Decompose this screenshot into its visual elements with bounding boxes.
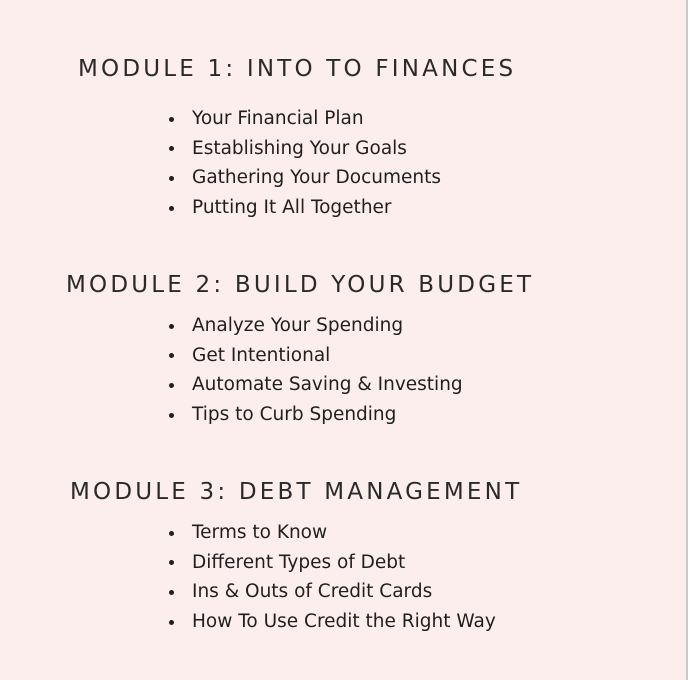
module-2-title: MODULE 2: BUILD YOUR BUDGET bbox=[66, 272, 535, 298]
module-3-topic-list bbox=[166, 518, 496, 637]
list-item: Automate Saving & Investing bbox=[166, 370, 463, 400]
module-2-topic-list bbox=[166, 311, 463, 430]
module-1-title: MODULE 1: INTO TO FINANCES bbox=[78, 56, 517, 82]
list-item: Ins & Outs of Credit Cards bbox=[166, 577, 496, 607]
list-item: Establishing Your Goals bbox=[166, 134, 441, 164]
list-item: Your Financial Plan bbox=[166, 104, 441, 134]
list-item: Tips to Curb Spending bbox=[166, 400, 463, 430]
module-1-topic-list bbox=[166, 104, 441, 223]
list-item: Analyze Your Spending bbox=[166, 311, 463, 341]
list-item: Terms to Know bbox=[166, 518, 496, 548]
module-3-title: MODULE 3: DEBT MANAGEMENT bbox=[70, 479, 523, 505]
list-item: Putting It All Together bbox=[166, 193, 441, 223]
list-item: How To Use Credit the Right Way bbox=[166, 607, 496, 637]
list-item: Gathering Your Documents bbox=[166, 163, 441, 193]
list-item: Get Intentional bbox=[166, 341, 463, 371]
list-item: Different Types of Debt bbox=[166, 548, 496, 578]
